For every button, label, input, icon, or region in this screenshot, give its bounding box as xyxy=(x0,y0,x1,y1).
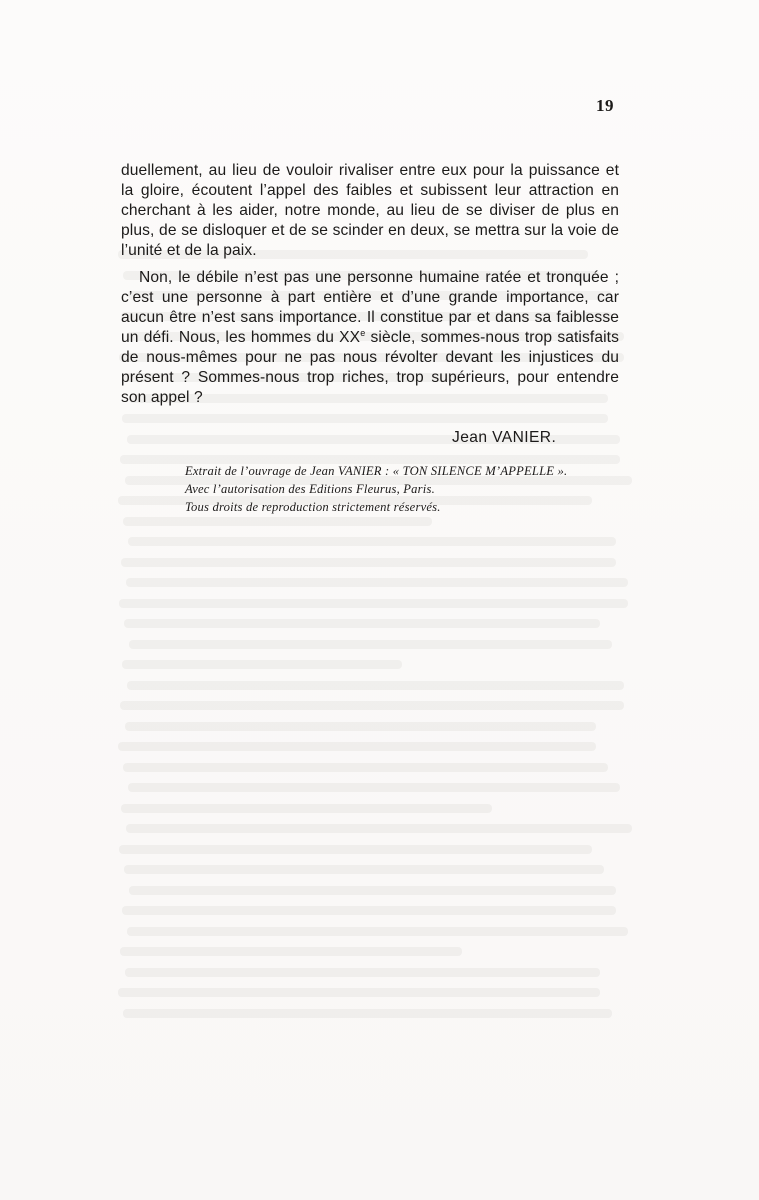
source-credits xyxy=(185,462,625,516)
paragraph-2 xyxy=(121,268,619,408)
paragraph-1: duellement, au lieu de vouloir rivaliser entre eux pour la puissance et la gloire, écoutent l’appel des faibles et subissent leur attraction en cherchant à les aider, notre monde, au lieu de se diviser de plus en plus, de se disloquer et de se scinder en deux, se mettra sur la voie de l’unité et de la paix. xyxy=(121,162,619,259)
page-number: 19 xyxy=(596,96,614,115)
bleed-through-line xyxy=(129,640,612,649)
bleed-through-line xyxy=(128,537,616,546)
bleed-through-line xyxy=(128,783,620,792)
bleed-through-line xyxy=(127,927,628,936)
bleed-through-line xyxy=(124,619,600,628)
bleed-through-line xyxy=(125,968,600,977)
bleed-through-line xyxy=(124,865,604,874)
bleed-through-line xyxy=(119,845,592,854)
bleed-through-line xyxy=(126,578,628,587)
credits-rights-line: Tous droits de reproduction strictement réservés. xyxy=(185,500,441,514)
body-text xyxy=(121,161,619,408)
paragraph-2-text-end: siècle, sommes-nous trop satisfaits de nous-mêmes pour ne pas nous révolter devant les injustices du présent ? Sommes-nous trop riches, trop supérieurs, pour entendre son appel ? xyxy=(121,329,619,406)
bleed-through-line xyxy=(126,824,632,833)
bleed-through-line xyxy=(121,558,616,567)
bleed-through-line xyxy=(118,988,600,997)
bleed-through-line xyxy=(120,701,624,710)
bleed-through-line xyxy=(123,1009,612,1018)
bleed-through-line xyxy=(123,763,608,772)
bleed-through-line xyxy=(122,414,608,423)
bleed-through-line xyxy=(122,906,616,915)
bleed-through-line xyxy=(123,517,432,526)
author-signature: Jean VANIER. xyxy=(452,429,557,446)
bleed-through-line xyxy=(119,599,628,608)
bleed-through-line xyxy=(127,681,624,690)
bleed-through-line xyxy=(129,886,616,895)
bleed-through-line xyxy=(121,804,492,813)
bleed-through-line xyxy=(125,722,596,731)
century-superscript: e xyxy=(360,327,366,338)
credits-source-line: Extrait de l’ouvrage de Jean VANIER : « TON SILENCE M’APPELLE ». xyxy=(185,464,568,478)
paragraph-2-text-start: Non, le débile n’est pas une personne humaine ratée et tronquée ; c’est une personne à part entière et d’une grande importance, car aucun être n’est sans importance. Il constitue par et dans sa faiblesse un défi. Nous, les hommes du XX xyxy=(121,269,619,346)
bleed-through-line xyxy=(118,742,596,751)
bleed-through-line xyxy=(120,947,462,956)
bleed-through-line xyxy=(122,660,402,669)
credits-permission-line: Avec l’autorisation des Editions Fleurus, Paris. xyxy=(185,482,435,496)
